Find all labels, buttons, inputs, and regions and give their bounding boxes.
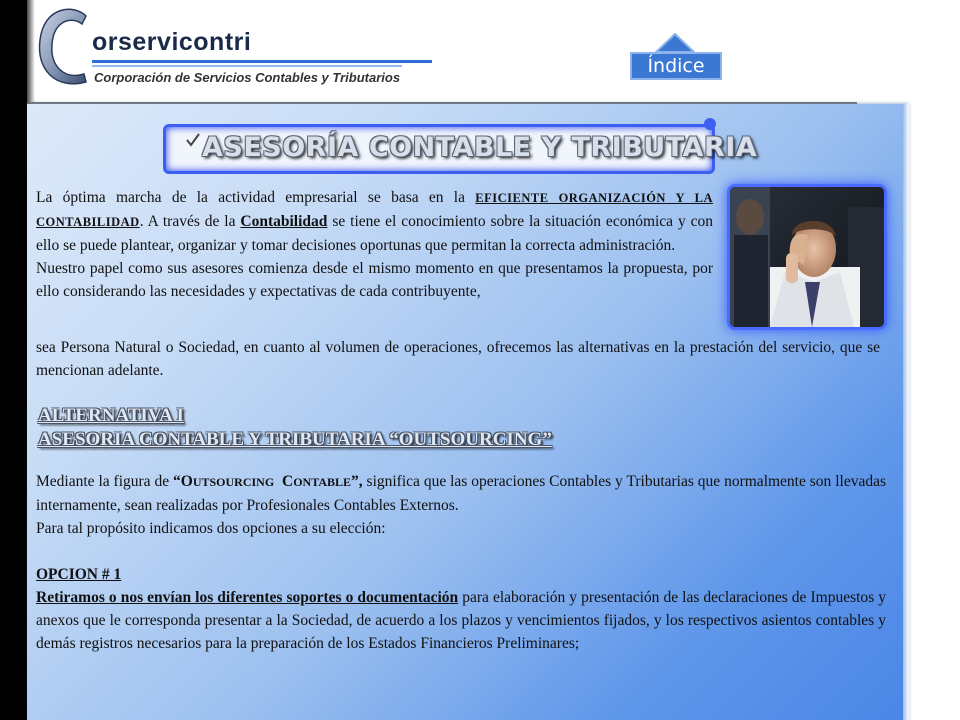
- intro-text-a: La óptima marcha de la actividad empresarial se basa en la: [36, 189, 476, 206]
- option-text: para elaboración y presentación de las declaraciones de Impuestos y anexos que le corresponda presentar a la Sociedad, de acuerdo a los plazos y vencimientos fijados, y los respectivos asientos contables y demás registros necesarios para la preparación de los Estados Financieros Preliminares;: [36, 589, 887, 652]
- intro-text-d: Nuestro papel como sus asesores comienza desde el mismo momento en que presentamos la propuesta, por ello considerando las necesidades y expectativas de cada contribuyente,: [36, 260, 713, 300]
- intro-keyword: Contabilidad: [240, 213, 328, 230]
- index-button[interactable]: Índice: [630, 52, 722, 80]
- option-heading: OPCION # 1: [36, 566, 122, 583]
- intro-text-c: se tiene el conocimiento sobre la situación económica y con ello se puede plantear, organizar y tomar decisiones oportunas que permitan la correcta administración.: [36, 213, 713, 254]
- photo-illustration: [730, 187, 884, 327]
- body-outsourcing: UTSOURCING: [192, 475, 275, 489]
- brand-subtitle: Corporación de Servicios Contables y Tributarios: [94, 70, 401, 85]
- logo-c-icon: [34, 4, 92, 92]
- body-text-a: Mediante la figura de: [36, 473, 173, 490]
- panel-right-edge: [903, 104, 909, 720]
- alternative-subtitle: ASESORIA CONTABLE Y TRIBUTARIA “OUTSOURCING”: [38, 429, 552, 450]
- alternative-heading: [38, 404, 552, 452]
- brand-underline-secondary: [92, 65, 402, 67]
- body-text-b: significa que las operaciones Contables y Tributarias que normalmente son llevadas internamente, sean realizadas por Profesionales Contables Externos.: [36, 473, 887, 514]
- option-lead: Retiramos o nos envían los diferentes soportes o documentación: [36, 589, 459, 606]
- brand-name: orservicontri: [92, 28, 252, 56]
- up-arrow-icon[interactable]: [655, 33, 695, 53]
- intro-paragraph: [36, 186, 713, 303]
- checkmark-icon: [186, 133, 200, 147]
- body-c: C: [282, 473, 294, 490]
- alternative-title: ALTERNATIVA I: [38, 405, 184, 426]
- brand-underline: [92, 60, 432, 63]
- intro-emphasis: EFICIENTE ORGANIZACIÓN Y LA CONTABILIDAD: [36, 191, 713, 229]
- businessman-photo: [727, 184, 887, 330]
- intro-continuation: sea Persona Natural o Sociedad, en cuanto al volumen de operaciones, ofrecemos las alternativas en la prestación del servicio, que se mencionan adelante.: [36, 339, 880, 379]
- intro-text-b: . A través de la: [139, 213, 241, 230]
- body-contable: ONTABLE: [293, 475, 351, 489]
- left-black-band: [0, 0, 27, 720]
- body-quote-close: ”,: [351, 473, 363, 490]
- title-box-knob: [704, 118, 716, 130]
- body-quote-open: “O: [173, 473, 193, 490]
- body-text: [36, 470, 886, 655]
- page-title: ASESORÍA CONTABLE Y TRIBUTARIA: [202, 132, 758, 163]
- body-options-intro: Para tal propósito indicamos dos opciones a su elección:: [36, 520, 386, 537]
